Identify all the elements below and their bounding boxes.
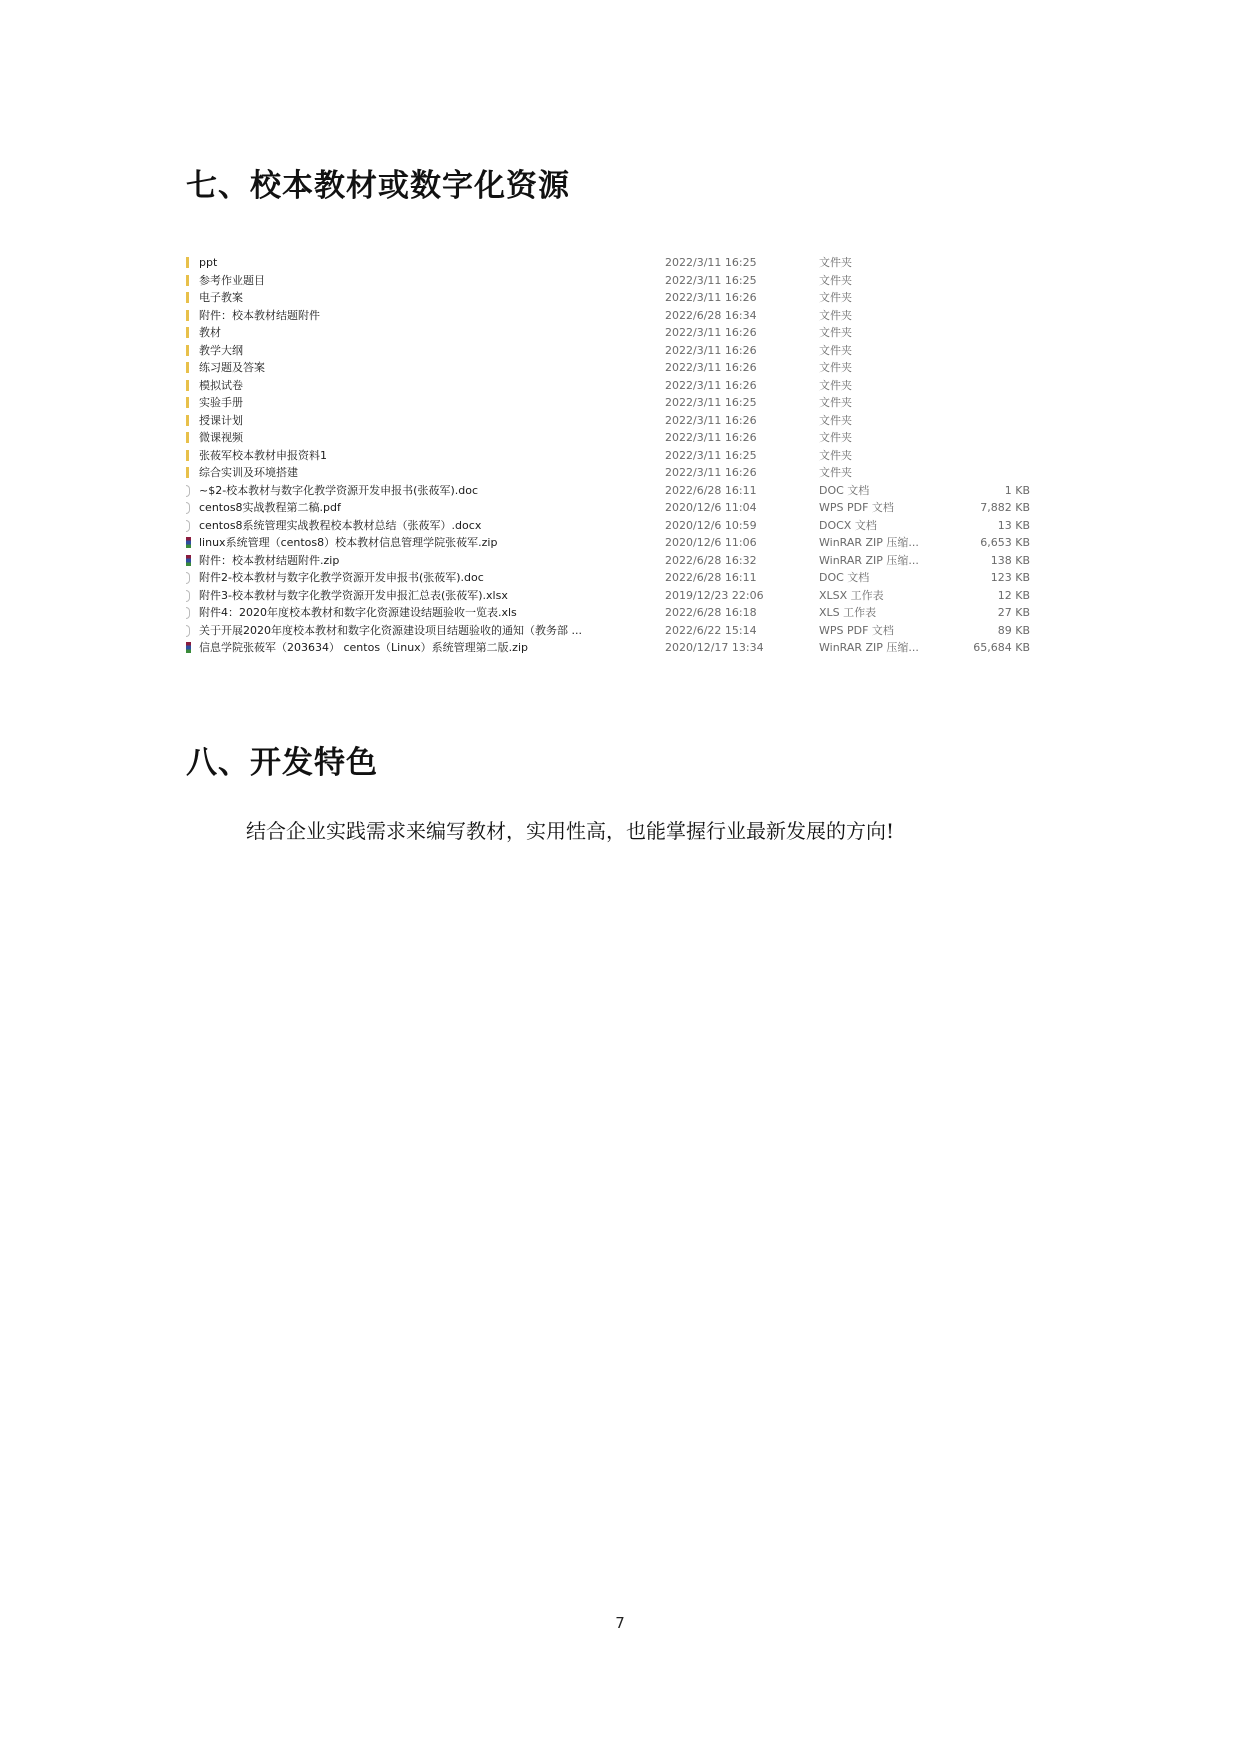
folder-icon bbox=[186, 292, 189, 303]
file-name: 教材 bbox=[199, 326, 221, 339]
file-size: 123 KB bbox=[990, 571, 1030, 584]
file-type: 文件夹 bbox=[819, 326, 852, 339]
file-row[interactable] bbox=[186, 517, 1030, 535]
file-size: 7,882 KB bbox=[980, 501, 1030, 514]
file-row[interactable] bbox=[186, 342, 1030, 360]
file-date-modified: 2022/3/11 16:26 bbox=[665, 431, 757, 444]
file-row[interactable] bbox=[186, 429, 1030, 447]
document-icon bbox=[186, 520, 190, 532]
document-icon bbox=[186, 502, 190, 514]
file-name: 附件：校本教材结题附件.zip bbox=[199, 553, 340, 567]
file-row[interactable] bbox=[186, 377, 1030, 395]
file-name: 练习题及答案 bbox=[199, 361, 265, 374]
zip-archive-icon bbox=[186, 642, 191, 653]
file-date-modified: 2022/3/11 16:26 bbox=[665, 291, 757, 304]
folder-icon bbox=[186, 275, 189, 286]
file-type: 文件夹 bbox=[819, 466, 852, 479]
file-date-modified: 2022/3/11 16:26 bbox=[665, 466, 757, 479]
file-type: 文件夹 bbox=[819, 273, 852, 287]
file-size: 6,653 KB bbox=[980, 536, 1030, 549]
file-type: 文件夹 bbox=[819, 361, 852, 374]
file-row[interactable] bbox=[186, 272, 1030, 290]
zip-archive-icon bbox=[186, 537, 191, 548]
folder-icon bbox=[186, 467, 189, 478]
file-name: 附件4：2020年度校本教材和数字化资源建设结题验收一览表.xls bbox=[199, 606, 517, 619]
file-date-modified: 2020/12/6 11:04 bbox=[665, 501, 757, 514]
file-date-modified: 2022/6/28 16:34 bbox=[665, 308, 757, 322]
folder-icon bbox=[186, 362, 189, 373]
file-name: ppt bbox=[199, 256, 218, 269]
folder-icon bbox=[186, 345, 189, 356]
page-number: 7 bbox=[615, 1614, 625, 1632]
document-icon bbox=[186, 485, 190, 497]
folder-icon bbox=[186, 397, 189, 408]
file-date-modified: 2022/3/11 16:25 bbox=[665, 273, 757, 287]
file-row[interactable] bbox=[186, 639, 1030, 657]
file-row[interactable] bbox=[186, 499, 1030, 517]
file-date-modified: 2022/6/28 16:32 bbox=[665, 553, 757, 567]
file-size: 13 KB bbox=[997, 518, 1030, 532]
file-type: XLS 工作表 bbox=[819, 606, 877, 619]
file-name: 综合实训及环境搭建 bbox=[199, 466, 298, 479]
file-row[interactable] bbox=[186, 412, 1030, 430]
file-date-modified: 2022/3/11 16:26 bbox=[665, 343, 757, 357]
file-date-modified: 2022/6/28 16:18 bbox=[665, 606, 757, 619]
file-name: centos8实战教程第二稿.pdf bbox=[199, 501, 341, 514]
file-type: WinRAR ZIP 压缩... bbox=[819, 536, 919, 549]
file-date-modified: 2020/12/6 10:59 bbox=[665, 518, 757, 532]
file-row[interactable] bbox=[186, 289, 1030, 307]
folder-icon bbox=[186, 450, 189, 461]
file-row[interactable] bbox=[186, 464, 1030, 482]
document-icon bbox=[186, 590, 190, 602]
file-size: 138 KB bbox=[990, 553, 1030, 567]
file-row[interactable] bbox=[186, 394, 1030, 412]
folder-icon bbox=[186, 257, 189, 268]
file-type: 文件夹 bbox=[819, 291, 852, 304]
file-name: 附件2-校本教材与数字化教学资源开发申报书(张莜军).doc bbox=[199, 571, 484, 584]
file-type: 文件夹 bbox=[819, 413, 852, 427]
file-type: 文件夹 bbox=[819, 256, 852, 269]
folder-icon bbox=[186, 327, 189, 338]
file-name: 关于开展2020年度校本教材和数字化资源建设项目结题验收的通知（教务部 ... bbox=[199, 623, 582, 637]
file-type: DOC 文档 bbox=[819, 571, 870, 584]
file-type: 文件夹 bbox=[819, 343, 852, 357]
file-size: 12 KB bbox=[997, 588, 1030, 602]
file-name: linux系统管理（centos8）校本教材信息管理学院张莜军.zip bbox=[199, 536, 498, 549]
file-type: 文件夹 bbox=[819, 431, 852, 444]
file-date-modified: 2022/3/11 16:25 bbox=[665, 448, 757, 462]
file-name: 张莜军校本教材申报资料1 bbox=[199, 448, 327, 462]
file-type: 文件夹 bbox=[819, 448, 852, 462]
document-icon bbox=[186, 625, 190, 637]
file-name: 电子教案 bbox=[199, 291, 243, 304]
file-list-screenshot bbox=[186, 254, 1030, 657]
section-7-heading: 七、校本教材或数字化资源 bbox=[186, 168, 570, 204]
file-name: 授课计划 bbox=[199, 413, 243, 427]
file-type: DOC 文档 bbox=[819, 483, 870, 497]
folder-icon bbox=[186, 380, 189, 391]
zip-archive-icon bbox=[186, 555, 191, 566]
file-type: WPS PDF 文档 bbox=[819, 501, 894, 514]
file-row[interactable] bbox=[186, 604, 1030, 622]
file-name: ~$2-校本教材与数字化教学资源开发申报书(张莜军).doc bbox=[199, 483, 479, 497]
file-date-modified: 2022/3/11 16:25 bbox=[665, 396, 757, 409]
file-row[interactable] bbox=[186, 534, 1030, 552]
file-name: 参考作业题目 bbox=[199, 273, 265, 287]
file-type: WinRAR ZIP 压缩... bbox=[819, 641, 919, 654]
file-name: 附件：校本教材结题附件 bbox=[199, 308, 320, 322]
file-row[interactable] bbox=[186, 569, 1030, 587]
file-row[interactable] bbox=[186, 622, 1030, 640]
file-type: DOCX 文档 bbox=[819, 518, 877, 532]
file-size: 89 KB bbox=[997, 623, 1030, 637]
development-features-paragraph: 结合企业实践需求来编写教材，实用性高，也能掌握行业最新发展的方向! bbox=[246, 819, 895, 843]
document-icon bbox=[186, 607, 190, 619]
file-name: 教学大纲 bbox=[199, 343, 243, 357]
file-name: 信息学院张莜军（203634） centos（Linux）系统管理第二版.zip bbox=[199, 641, 528, 654]
file-date-modified: 2022/3/11 16:26 bbox=[665, 326, 757, 339]
file-row[interactable] bbox=[186, 307, 1030, 325]
file-date-modified: 2022/3/11 16:26 bbox=[665, 361, 757, 374]
file-row[interactable] bbox=[186, 324, 1030, 342]
folder-icon bbox=[186, 310, 189, 321]
file-date-modified: 2020/12/17 13:34 bbox=[665, 641, 764, 654]
file-date-modified: 2022/3/11 16:25 bbox=[665, 256, 757, 269]
file-date-modified: 2019/12/23 22:06 bbox=[665, 588, 764, 602]
file-type: 文件夹 bbox=[819, 396, 852, 409]
file-type: 文件夹 bbox=[819, 308, 852, 322]
file-row[interactable] bbox=[186, 482, 1030, 500]
file-row[interactable] bbox=[186, 587, 1030, 605]
file-date-modified: 2022/3/11 16:26 bbox=[665, 378, 757, 392]
file-type: 文件夹 bbox=[819, 378, 852, 392]
file-date-modified: 2020/12/6 11:06 bbox=[665, 536, 757, 549]
document-icon bbox=[186, 572, 190, 584]
file-date-modified: 2022/6/28 16:11 bbox=[665, 483, 757, 497]
folder-icon bbox=[186, 415, 189, 426]
folder-icon bbox=[186, 432, 189, 443]
file-date-modified: 2022/3/11 16:26 bbox=[665, 413, 757, 427]
file-size: 1 KB bbox=[1004, 483, 1030, 497]
file-date-modified: 2022/6/22 15:14 bbox=[665, 623, 757, 637]
file-type: WPS PDF 文档 bbox=[819, 623, 894, 637]
file-row[interactable] bbox=[186, 447, 1030, 465]
file-name: 实验手册 bbox=[199, 396, 243, 409]
file-size: 27 KB bbox=[997, 606, 1030, 619]
file-name: 附件3-校本教材与数字化教学资源开发申报汇总表(张莜军).xlsx bbox=[199, 588, 508, 602]
file-type: XLSX 工作表 bbox=[819, 588, 884, 602]
file-name: 微课视频 bbox=[199, 431, 243, 444]
file-row[interactable] bbox=[186, 552, 1030, 570]
file-date-modified: 2022/6/28 16:11 bbox=[665, 571, 757, 584]
file-name: centos8系统管理实战教程校本教材总结（张莜军）.docx bbox=[199, 518, 482, 532]
file-row[interactable] bbox=[186, 359, 1030, 377]
file-name: 模拟试卷 bbox=[199, 378, 243, 392]
section-8-heading: 八、开发特色 bbox=[186, 745, 378, 781]
file-row[interactable] bbox=[186, 254, 1030, 272]
file-type: WinRAR ZIP 压缩... bbox=[819, 553, 919, 567]
file-size: 65,684 KB bbox=[973, 641, 1030, 654]
